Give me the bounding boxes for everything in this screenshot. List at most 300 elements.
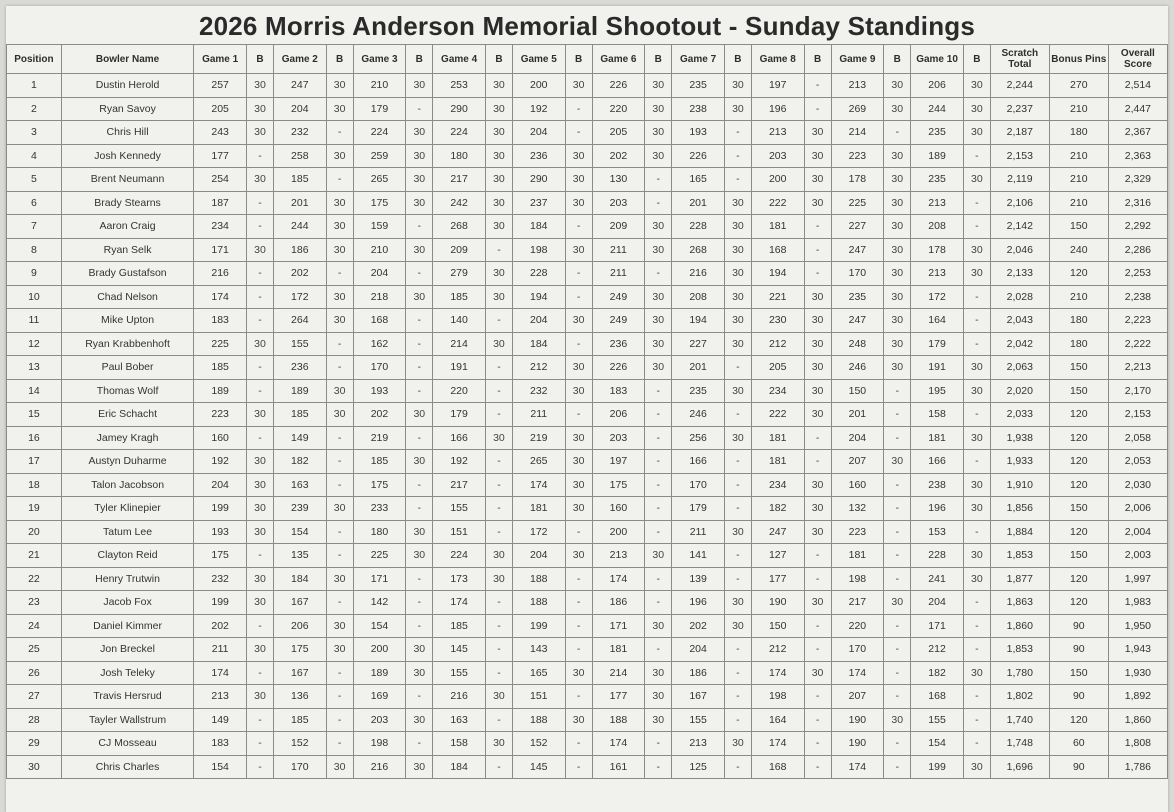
bonus-cell: 30 bbox=[884, 238, 911, 262]
position-cell: 28 bbox=[7, 708, 62, 732]
column-header: B bbox=[326, 45, 353, 74]
score-cell: 225 bbox=[353, 544, 406, 568]
bonus-cell: 30 bbox=[326, 497, 353, 521]
score-cell: 211 bbox=[512, 403, 565, 427]
bonus-cell: 30 bbox=[804, 379, 831, 403]
score-cell: 217 bbox=[433, 168, 486, 192]
bonus-cell: 30 bbox=[247, 497, 274, 521]
overall-score-cell: 2,222 bbox=[1108, 332, 1167, 356]
score-cell: 172 bbox=[273, 285, 326, 309]
bonus-cell: 30 bbox=[565, 708, 592, 732]
score-cell: 227 bbox=[831, 215, 884, 239]
table-row bbox=[7, 426, 1168, 450]
score-cell: 232 bbox=[194, 567, 247, 591]
score-cell: 174 bbox=[592, 732, 645, 756]
bonus-cell: - bbox=[247, 661, 274, 685]
position-cell: 16 bbox=[7, 426, 62, 450]
score-cell: 180 bbox=[433, 144, 486, 168]
score-cell: 166 bbox=[672, 450, 725, 474]
score-cell: 232 bbox=[512, 379, 565, 403]
bonus-cell: - bbox=[645, 755, 672, 779]
bonus-cell: - bbox=[247, 544, 274, 568]
bonus-pins-cell: 60 bbox=[1049, 732, 1108, 756]
score-cell: 224 bbox=[433, 121, 486, 145]
bonus-cell: 30 bbox=[247, 591, 274, 615]
score-cell: 194 bbox=[751, 262, 804, 286]
bonus-cell: - bbox=[486, 450, 513, 474]
bonus-cell: - bbox=[247, 614, 274, 638]
standings-sheet bbox=[6, 6, 1168, 812]
bonus-cell: - bbox=[247, 191, 274, 215]
position-cell: 4 bbox=[7, 144, 62, 168]
bonus-cell: - bbox=[963, 520, 990, 544]
score-cell: 172 bbox=[911, 285, 964, 309]
score-cell: 249 bbox=[592, 309, 645, 333]
scratch-total-cell: 1,856 bbox=[990, 497, 1049, 521]
score-cell: 152 bbox=[512, 732, 565, 756]
bonus-cell: 30 bbox=[963, 473, 990, 497]
score-cell: 253 bbox=[433, 74, 486, 98]
scratch-total-cell: 2,033 bbox=[990, 403, 1049, 427]
bonus-cell: 30 bbox=[724, 732, 751, 756]
bowler-name-cell: Josh Kennedy bbox=[61, 144, 193, 168]
bonus-cell: 30 bbox=[884, 708, 911, 732]
table-row bbox=[7, 685, 1168, 709]
score-cell: 191 bbox=[433, 356, 486, 380]
bonus-cell: 30 bbox=[247, 168, 274, 192]
score-cell: 214 bbox=[592, 661, 645, 685]
bonus-pins-cell: 90 bbox=[1049, 685, 1108, 709]
bonus-cell: 30 bbox=[406, 285, 433, 309]
score-cell: 155 bbox=[911, 708, 964, 732]
bonus-cell: - bbox=[804, 708, 831, 732]
score-cell: 177 bbox=[194, 144, 247, 168]
table-row bbox=[7, 74, 1168, 98]
score-cell: 168 bbox=[751, 238, 804, 262]
bonus-cell: 30 bbox=[645, 685, 672, 709]
score-cell: 268 bbox=[433, 215, 486, 239]
score-cell: 216 bbox=[353, 755, 406, 779]
score-cell: 196 bbox=[672, 591, 725, 615]
bonus-cell: - bbox=[565, 97, 592, 121]
bonus-cell: - bbox=[884, 403, 911, 427]
bonus-cell: - bbox=[804, 215, 831, 239]
bonus-cell: - bbox=[486, 661, 513, 685]
bowler-name-cell: Paul Bober bbox=[61, 356, 193, 380]
overall-score-cell: 2,030 bbox=[1108, 473, 1167, 497]
bonus-cell: - bbox=[326, 426, 353, 450]
bonus-cell: 30 bbox=[645, 661, 672, 685]
score-cell: 264 bbox=[273, 309, 326, 333]
score-cell: 208 bbox=[672, 285, 725, 309]
overall-score-cell: 2,213 bbox=[1108, 356, 1167, 380]
score-cell: 210 bbox=[353, 74, 406, 98]
score-cell: 178 bbox=[831, 168, 884, 192]
bonus-cell: 30 bbox=[247, 685, 274, 709]
bonus-cell: - bbox=[724, 638, 751, 662]
score-cell: 135 bbox=[273, 544, 326, 568]
bonus-pins-cell: 120 bbox=[1049, 262, 1108, 286]
position-cell: 2 bbox=[7, 97, 62, 121]
bonus-cell: 30 bbox=[804, 661, 831, 685]
score-cell: 213 bbox=[911, 191, 964, 215]
scratch-total-cell: 1,696 bbox=[990, 755, 1049, 779]
bowler-name-cell: Aaron Craig bbox=[61, 215, 193, 239]
bonus-cell: 30 bbox=[724, 285, 751, 309]
scratch-total-cell: 2,133 bbox=[990, 262, 1049, 286]
table-row bbox=[7, 403, 1168, 427]
scratch-total-cell: 1,938 bbox=[990, 426, 1049, 450]
bonus-cell: - bbox=[884, 379, 911, 403]
score-cell: 226 bbox=[672, 144, 725, 168]
overall-score-cell: 2,367 bbox=[1108, 121, 1167, 145]
bonus-cell: 30 bbox=[724, 591, 751, 615]
score-cell: 174 bbox=[751, 732, 804, 756]
position-cell: 27 bbox=[7, 685, 62, 709]
score-cell: 258 bbox=[273, 144, 326, 168]
score-cell: 220 bbox=[831, 614, 884, 638]
score-cell: 206 bbox=[911, 74, 964, 98]
bonus-cell: - bbox=[247, 262, 274, 286]
score-cell: 219 bbox=[353, 426, 406, 450]
bonus-cell: - bbox=[326, 356, 353, 380]
bonus-cell: 30 bbox=[804, 191, 831, 215]
position-cell: 15 bbox=[7, 403, 62, 427]
score-cell: 170 bbox=[353, 356, 406, 380]
bonus-cell: - bbox=[486, 309, 513, 333]
score-cell: 196 bbox=[911, 497, 964, 521]
column-header: B bbox=[565, 45, 592, 74]
score-cell: 150 bbox=[751, 614, 804, 638]
bonus-cell: 30 bbox=[963, 497, 990, 521]
bonus-cell: - bbox=[804, 614, 831, 638]
bonus-cell: - bbox=[804, 755, 831, 779]
bowler-name-cell: CJ Mosseau bbox=[61, 732, 193, 756]
score-cell: 151 bbox=[512, 685, 565, 709]
score-cell: 189 bbox=[273, 379, 326, 403]
bonus-cell: - bbox=[804, 97, 831, 121]
table-row bbox=[7, 473, 1168, 497]
table-row bbox=[7, 591, 1168, 615]
score-cell: 230 bbox=[751, 309, 804, 333]
overall-score-cell: 1,997 bbox=[1108, 567, 1167, 591]
score-cell: 192 bbox=[433, 450, 486, 474]
bonus-cell: - bbox=[406, 356, 433, 380]
bonus-cell: 30 bbox=[645, 97, 672, 121]
bonus-cell: - bbox=[963, 685, 990, 709]
score-cell: 163 bbox=[433, 708, 486, 732]
bonus-cell: 30 bbox=[645, 544, 672, 568]
standings-table bbox=[6, 44, 1168, 779]
scratch-total-cell: 2,119 bbox=[990, 168, 1049, 192]
position-cell: 9 bbox=[7, 262, 62, 286]
score-cell: 202 bbox=[194, 614, 247, 638]
bonus-pins-cell: 120 bbox=[1049, 520, 1108, 544]
score-cell: 185 bbox=[433, 285, 486, 309]
bonus-cell: 30 bbox=[247, 238, 274, 262]
score-cell: 265 bbox=[512, 450, 565, 474]
bonus-cell: - bbox=[486, 379, 513, 403]
scratch-total-cell: 1,910 bbox=[990, 473, 1049, 497]
bonus-cell: - bbox=[645, 403, 672, 427]
scratch-total-cell: 2,237 bbox=[990, 97, 1049, 121]
bonus-cell: 30 bbox=[406, 544, 433, 568]
score-cell: 204 bbox=[273, 97, 326, 121]
overall-score-cell: 2,286 bbox=[1108, 238, 1167, 262]
overall-score-cell: 2,238 bbox=[1108, 285, 1167, 309]
score-cell: 174 bbox=[831, 661, 884, 685]
table-row bbox=[7, 638, 1168, 662]
bowler-name-cell: Chris Charles bbox=[61, 755, 193, 779]
bonus-cell: 30 bbox=[326, 755, 353, 779]
bonus-pins-cell: 210 bbox=[1049, 191, 1108, 215]
score-cell: 259 bbox=[353, 144, 406, 168]
score-cell: 204 bbox=[672, 638, 725, 662]
bonus-cell: 30 bbox=[247, 403, 274, 427]
bonus-cell: 30 bbox=[406, 74, 433, 98]
bonus-cell: - bbox=[486, 473, 513, 497]
overall-score-cell: 2,253 bbox=[1108, 262, 1167, 286]
bonus-cell: - bbox=[645, 379, 672, 403]
position-cell: 1 bbox=[7, 74, 62, 98]
bonus-cell: - bbox=[645, 732, 672, 756]
score-cell: 181 bbox=[751, 426, 804, 450]
score-cell: 174 bbox=[751, 661, 804, 685]
score-cell: 194 bbox=[512, 285, 565, 309]
bonus-cell: 30 bbox=[486, 285, 513, 309]
score-cell: 237 bbox=[512, 191, 565, 215]
bonus-cell: - bbox=[724, 497, 751, 521]
scratch-total-cell: 1,884 bbox=[990, 520, 1049, 544]
score-cell: 179 bbox=[353, 97, 406, 121]
bonus-pins-cell: 150 bbox=[1049, 215, 1108, 239]
table-row bbox=[7, 379, 1168, 403]
score-cell: 209 bbox=[433, 238, 486, 262]
score-cell: 181 bbox=[831, 544, 884, 568]
score-cell: 186 bbox=[672, 661, 725, 685]
score-cell: 198 bbox=[353, 732, 406, 756]
bonus-cell: 30 bbox=[486, 544, 513, 568]
score-cell: 217 bbox=[433, 473, 486, 497]
bonus-cell: 30 bbox=[486, 567, 513, 591]
bowler-name-cell: Chad Nelson bbox=[61, 285, 193, 309]
position-cell: 14 bbox=[7, 379, 62, 403]
position-cell: 10 bbox=[7, 285, 62, 309]
score-cell: 184 bbox=[512, 332, 565, 356]
position-cell: 8 bbox=[7, 238, 62, 262]
overall-score-cell: 2,363 bbox=[1108, 144, 1167, 168]
score-cell: 205 bbox=[751, 356, 804, 380]
bonus-cell: 30 bbox=[804, 285, 831, 309]
position-cell: 26 bbox=[7, 661, 62, 685]
bonus-cell: 30 bbox=[406, 638, 433, 662]
position-cell: 17 bbox=[7, 450, 62, 474]
bonus-cell: 30 bbox=[724, 614, 751, 638]
bonus-pins-cell: 150 bbox=[1049, 497, 1108, 521]
score-cell: 171 bbox=[194, 238, 247, 262]
bonus-cell: 30 bbox=[486, 74, 513, 98]
bonus-cell: 30 bbox=[884, 309, 911, 333]
position-cell: 7 bbox=[7, 215, 62, 239]
overall-score-cell: 1,860 bbox=[1108, 708, 1167, 732]
score-cell: 161 bbox=[592, 755, 645, 779]
bonus-cell: 30 bbox=[724, 74, 751, 98]
bonus-cell: 30 bbox=[406, 520, 433, 544]
score-cell: 182 bbox=[273, 450, 326, 474]
score-cell: 204 bbox=[911, 591, 964, 615]
scratch-total-cell: 1,863 bbox=[990, 591, 1049, 615]
bonus-cell: - bbox=[884, 121, 911, 145]
bonus-cell: - bbox=[326, 168, 353, 192]
table-row bbox=[7, 614, 1168, 638]
position-cell: 13 bbox=[7, 356, 62, 380]
score-cell: 177 bbox=[751, 567, 804, 591]
score-cell: 224 bbox=[353, 121, 406, 145]
bonus-cell: 30 bbox=[565, 473, 592, 497]
score-cell: 211 bbox=[592, 238, 645, 262]
score-cell: 170 bbox=[831, 638, 884, 662]
score-cell: 181 bbox=[512, 497, 565, 521]
table-row bbox=[7, 215, 1168, 239]
bonus-cell: - bbox=[804, 638, 831, 662]
bonus-cell: - bbox=[247, 144, 274, 168]
score-cell: 203 bbox=[592, 191, 645, 215]
bowler-name-cell: Austyn Duharme bbox=[61, 450, 193, 474]
score-cell: 167 bbox=[273, 591, 326, 615]
bonus-cell: 30 bbox=[565, 309, 592, 333]
bonus-cell: - bbox=[804, 732, 831, 756]
bonus-cell: 30 bbox=[963, 544, 990, 568]
bonus-pins-cell: 120 bbox=[1049, 591, 1108, 615]
bonus-cell: - bbox=[406, 591, 433, 615]
bonus-cell: - bbox=[963, 191, 990, 215]
table-row bbox=[7, 450, 1168, 474]
score-cell: 249 bbox=[592, 285, 645, 309]
score-cell: 193 bbox=[194, 520, 247, 544]
bonus-pins-cell: 180 bbox=[1049, 332, 1108, 356]
bonus-cell: - bbox=[326, 520, 353, 544]
bonus-pins-cell: 150 bbox=[1049, 544, 1108, 568]
bonus-cell: 30 bbox=[804, 144, 831, 168]
score-cell: 201 bbox=[831, 403, 884, 427]
score-cell: 290 bbox=[433, 97, 486, 121]
bonus-cell: - bbox=[804, 685, 831, 709]
score-cell: 203 bbox=[353, 708, 406, 732]
score-cell: 199 bbox=[194, 497, 247, 521]
bonus-pins-cell: 120 bbox=[1049, 567, 1108, 591]
bonus-cell: 30 bbox=[247, 638, 274, 662]
bonus-cell: 30 bbox=[486, 191, 513, 215]
scratch-total-cell: 1,748 bbox=[990, 732, 1049, 756]
score-cell: 216 bbox=[433, 685, 486, 709]
score-cell: 188 bbox=[512, 567, 565, 591]
score-cell: 158 bbox=[911, 403, 964, 427]
overall-score-cell: 1,786 bbox=[1108, 755, 1167, 779]
score-cell: 202 bbox=[592, 144, 645, 168]
column-header: B bbox=[724, 45, 751, 74]
bonus-cell: 30 bbox=[326, 215, 353, 239]
bonus-cell: 30 bbox=[565, 191, 592, 215]
score-cell: 184 bbox=[512, 215, 565, 239]
score-cell: 234 bbox=[751, 379, 804, 403]
score-cell: 155 bbox=[273, 332, 326, 356]
score-cell: 179 bbox=[911, 332, 964, 356]
scratch-total-cell: 2,063 bbox=[990, 356, 1049, 380]
bonus-cell: - bbox=[247, 285, 274, 309]
score-cell: 207 bbox=[831, 450, 884, 474]
bonus-cell: - bbox=[963, 638, 990, 662]
bonus-cell: - bbox=[884, 497, 911, 521]
bowler-name-cell: Travis Hersrud bbox=[61, 685, 193, 709]
table-row bbox=[7, 97, 1168, 121]
overall-score-cell: 2,006 bbox=[1108, 497, 1167, 521]
column-header: B bbox=[804, 45, 831, 74]
score-cell: 228 bbox=[512, 262, 565, 286]
position-cell: 5 bbox=[7, 168, 62, 192]
bonus-cell: 30 bbox=[884, 450, 911, 474]
table-row bbox=[7, 285, 1168, 309]
position-cell: 25 bbox=[7, 638, 62, 662]
score-cell: 192 bbox=[512, 97, 565, 121]
score-cell: 256 bbox=[672, 426, 725, 450]
score-cell: 224 bbox=[433, 544, 486, 568]
overall-score-cell: 2,058 bbox=[1108, 426, 1167, 450]
bonus-cell: - bbox=[645, 262, 672, 286]
bonus-cell: - bbox=[724, 473, 751, 497]
score-cell: 141 bbox=[672, 544, 725, 568]
score-cell: 189 bbox=[911, 144, 964, 168]
bonus-cell: 30 bbox=[565, 238, 592, 262]
table-row bbox=[7, 520, 1168, 544]
bonus-cell: 30 bbox=[565, 144, 592, 168]
bonus-cell: 30 bbox=[247, 332, 274, 356]
score-cell: 206 bbox=[592, 403, 645, 427]
score-cell: 198 bbox=[831, 567, 884, 591]
score-cell: 204 bbox=[512, 544, 565, 568]
bonus-cell: - bbox=[963, 450, 990, 474]
bonus-pins-cell: 210 bbox=[1049, 144, 1108, 168]
scratch-total-cell: 1,877 bbox=[990, 567, 1049, 591]
scratch-total-cell: 1,933 bbox=[990, 450, 1049, 474]
position-cell: 29 bbox=[7, 732, 62, 756]
bonus-cell: - bbox=[724, 356, 751, 380]
column-header: Game 5 bbox=[512, 45, 565, 74]
column-header: Game 9 bbox=[831, 45, 884, 74]
bonus-cell: 30 bbox=[406, 238, 433, 262]
column-header: B bbox=[406, 45, 433, 74]
score-cell: 178 bbox=[911, 238, 964, 262]
bonus-cell: - bbox=[645, 567, 672, 591]
score-cell: 218 bbox=[353, 285, 406, 309]
bonus-pins-cell: 210 bbox=[1049, 97, 1108, 121]
bonus-cell: - bbox=[565, 685, 592, 709]
score-cell: 242 bbox=[433, 191, 486, 215]
score-cell: 217 bbox=[831, 591, 884, 615]
bonus-cell: - bbox=[486, 638, 513, 662]
score-cell: 185 bbox=[353, 450, 406, 474]
score-cell: 175 bbox=[194, 544, 247, 568]
score-cell: 268 bbox=[672, 238, 725, 262]
bonus-cell: - bbox=[724, 544, 751, 568]
bonus-cell: - bbox=[963, 144, 990, 168]
score-cell: 125 bbox=[672, 755, 725, 779]
bonus-cell: - bbox=[645, 520, 672, 544]
bonus-cell: 30 bbox=[565, 379, 592, 403]
bowler-name-cell: Tayler Wallstrum bbox=[61, 708, 193, 732]
bonus-cell: - bbox=[963, 614, 990, 638]
bonus-cell: - bbox=[565, 732, 592, 756]
score-cell: 220 bbox=[592, 97, 645, 121]
